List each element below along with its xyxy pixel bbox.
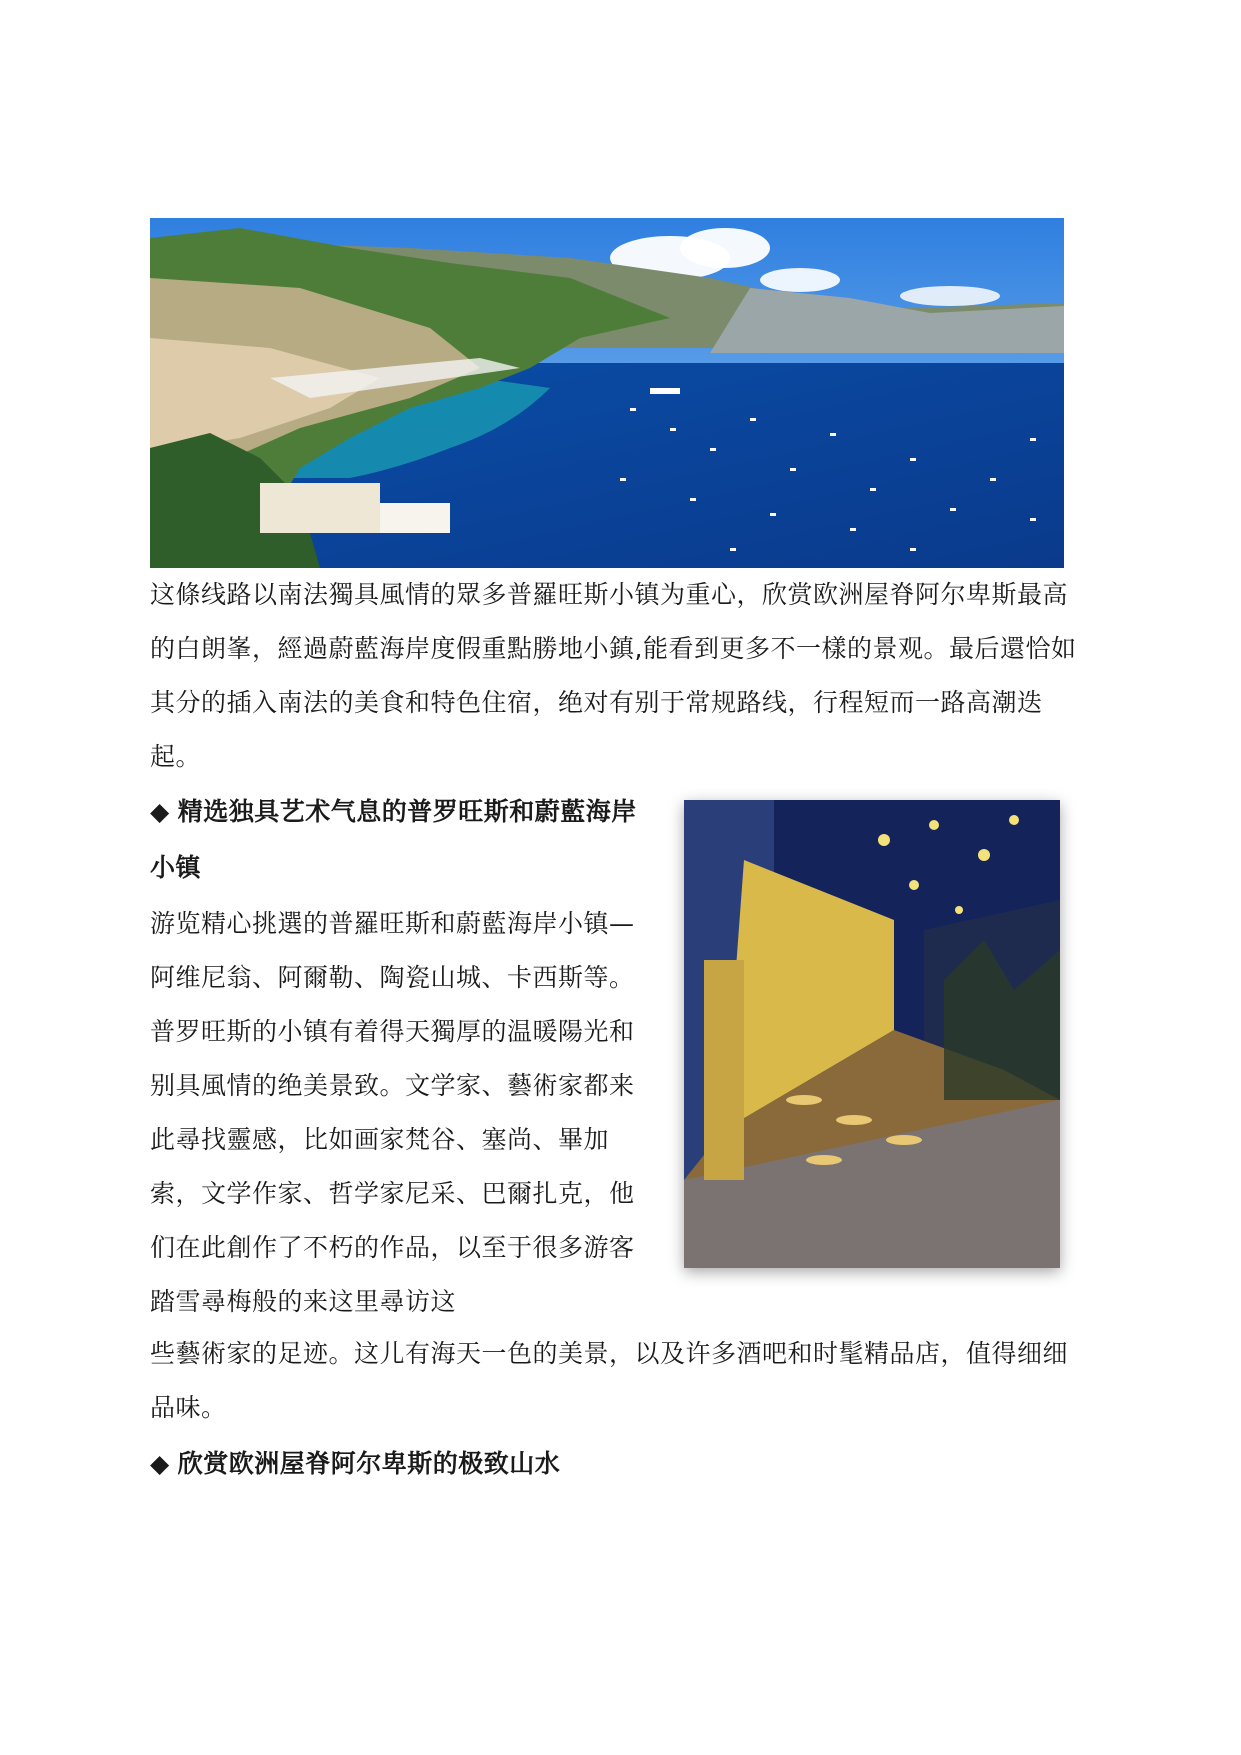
provence-paragraph-full: 些藝術家的足迹。这儿有海天一色的美景，以及许多酒吧和时髦精品店，值得细细品味。 <box>150 1339 1069 1422</box>
coastal-bay-photo-icon <box>150 218 1064 568</box>
section-heading-text: 精选独具艺术气息的普罗旺斯和蔚藍海岸小镇 <box>150 797 637 882</box>
cafe-terrace-painting <box>684 800 1060 1268</box>
section-heading-provence <box>150 784 650 896</box>
diamond-bullet-icon: ◆ <box>150 797 170 826</box>
coastal-bay-photo <box>150 218 1064 568</box>
intro-paragraph: 这條线路以南法獨具風情的眾多普羅旺斯小镇为重心，欣赏欧洲屋脊阿尔卑斯最高的白朗峯，經過蔚藍海岸度假重點勝地小鎮,能看到更多不一樣的景观。最后還恰如其分的插入南法的美食和特色住宿，绝对有别于常规路线，行程短而一路高潮迭起。 <box>150 580 1077 771</box>
diamond-bullet-icon: ◆ <box>150 1449 170 1478</box>
cafe-terrace-painting-icon <box>684 800 1060 1268</box>
provence-paragraph-wrap: 游览精心挑選的普羅旺斯和蔚藍海岸小镇—阿维尼翁、阿爾勒、陶瓷山城、卡西斯等。普罗旺斯的小镇有着得天獨厚的温暖陽光和别具風情的绝美景致。文学家、藝術家都来此尋找靈感，比如画家梵谷、塞尚、畢加索，文学作家、哲学家尼采、巴爾扎克，他们在此創作了不朽的作品，以至于很多游客踏雪尋梅般的来这里尋访这 <box>150 909 635 1316</box>
section-heading-text: 欣赏欧洲屋脊阿尔卑斯的极致山水 <box>177 1449 561 1478</box>
section-heading-alps <box>150 1436 950 1492</box>
